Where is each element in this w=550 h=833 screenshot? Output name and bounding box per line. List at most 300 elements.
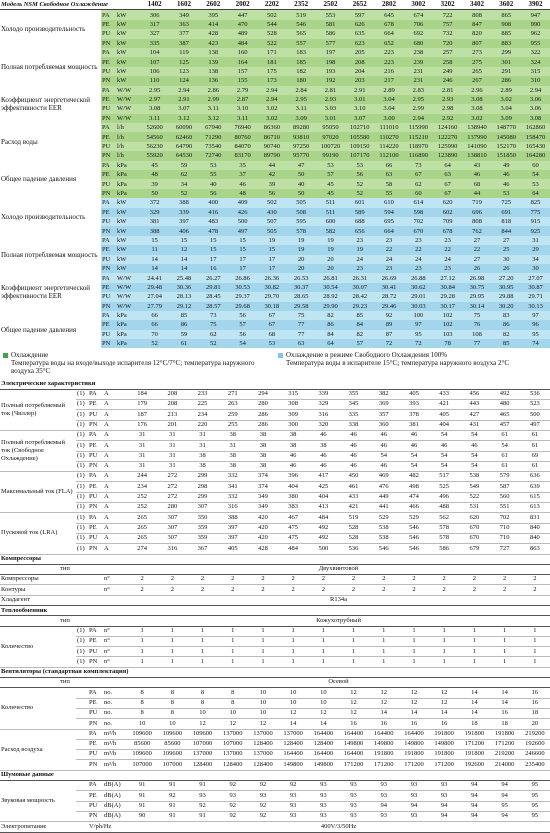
value-cell: 1 xyxy=(369,647,399,657)
value-cell: 97 xyxy=(521,311,550,320)
value-cell: 19 xyxy=(316,245,345,254)
mode-cell: PE xyxy=(88,791,103,801)
value-cell: 61 xyxy=(520,461,550,471)
table-row xyxy=(0,198,550,207)
value-cell: 54 xyxy=(369,451,399,461)
value-cell: 185 xyxy=(287,57,316,66)
value-cell: 191800 xyxy=(399,750,429,760)
mode-cell: PA xyxy=(88,389,103,399)
value-cell: 544 xyxy=(257,20,286,29)
value-cell: 30.36 xyxy=(169,283,198,292)
value-cell: 14 xyxy=(459,708,489,718)
value-cell: 702 xyxy=(489,513,519,523)
unit-cell: n° xyxy=(103,575,127,585)
value-cell: 332 xyxy=(218,492,248,502)
value-cell: 489 xyxy=(228,29,257,38)
mode-cell: PE xyxy=(88,636,103,646)
type-label: тип xyxy=(0,678,127,688)
value-cell: 54 xyxy=(429,451,459,461)
value-cell: 57 xyxy=(228,320,257,329)
value-cell: 110 xyxy=(140,76,169,85)
value-cell: 483 xyxy=(199,217,228,226)
value-cell: 586 xyxy=(316,29,345,38)
performance-table xyxy=(0,0,550,348)
unit-cell: W/W xyxy=(116,95,140,104)
value-cell: 95 xyxy=(521,330,550,339)
value-cell: 2.98 xyxy=(433,104,462,113)
value-cell: 316 xyxy=(157,544,187,554)
value-cell: 171200 xyxy=(489,739,519,749)
value-cell: 93 xyxy=(308,791,338,801)
value-cell: 2.81 xyxy=(316,86,345,95)
value-cell: 59 xyxy=(169,161,198,170)
unit-cell: kW xyxy=(116,208,140,217)
value-cell: 64 xyxy=(433,161,462,170)
value-cell: 466 xyxy=(399,503,429,513)
value-cell: 820 xyxy=(462,29,491,38)
value-cell: 137000 xyxy=(248,729,278,739)
note-cell xyxy=(76,811,88,821)
value-cell: 55 xyxy=(199,170,228,179)
value-cell: 164280 xyxy=(521,151,550,160)
table-row xyxy=(0,688,550,698)
unit-cell: W/W xyxy=(116,114,140,123)
value-cell: 12 xyxy=(399,698,429,708)
value-cell: 2 xyxy=(278,575,308,585)
value-cell: 26.53 xyxy=(287,273,316,282)
value-cell: 70 xyxy=(140,330,169,339)
value-cell: 15 xyxy=(169,236,198,245)
value-cell: 3.04 xyxy=(374,104,403,113)
note-cell xyxy=(76,729,88,739)
value-cell: 22 xyxy=(404,245,433,254)
value-cell: 46 xyxy=(228,179,257,188)
mode-cell: PA xyxy=(101,198,116,207)
value-cell: 77 xyxy=(287,330,316,339)
unit-cell: A xyxy=(103,513,127,523)
value-cell: 324 xyxy=(521,57,550,66)
value-cell: 149800 xyxy=(278,760,308,770)
note-cell xyxy=(76,698,88,708)
value-cell: 600 xyxy=(316,217,345,226)
value-cell: 1 xyxy=(248,657,278,667)
value-cell: 635 xyxy=(345,29,374,38)
value-cell: 53 xyxy=(345,161,374,170)
table-row xyxy=(0,10,550,20)
value-cell: 54 xyxy=(459,430,489,440)
value-cell: 52 xyxy=(345,189,374,198)
value-cell: 92 xyxy=(218,781,248,791)
value-cell: 67 xyxy=(404,170,433,179)
model-header: 1402 xyxy=(140,0,169,10)
value-cell: 405 xyxy=(399,389,429,399)
mode-cell: PN xyxy=(101,151,116,160)
value-cell: 2 xyxy=(459,585,489,595)
value-cell: 598 xyxy=(404,208,433,217)
value-cell: 2.95 xyxy=(287,95,316,104)
mode-cell: PU xyxy=(88,533,103,543)
fans-section xyxy=(0,667,550,677)
value-cell: 2 xyxy=(399,575,429,585)
value-cell: 60 xyxy=(404,189,433,198)
value-cell: 469 xyxy=(369,472,399,482)
value-cell: 208 xyxy=(345,57,374,66)
value-cell: 1 xyxy=(127,626,157,636)
value-cell: 29.70 xyxy=(257,292,286,301)
value-cell: 53 xyxy=(492,189,521,198)
model-header: 3902 xyxy=(521,0,550,10)
value-cell: 27.20 xyxy=(492,273,521,282)
value-cell: 597 xyxy=(345,10,374,20)
value-cell: 14 xyxy=(369,708,399,718)
mode-cell: PE xyxy=(101,20,116,29)
legend-freecooling xyxy=(275,351,550,377)
value-cell: 30.18 xyxy=(257,302,286,311)
value-cell: 12 xyxy=(187,719,217,729)
value-cell: 95 xyxy=(520,791,550,801)
value-cell: 3.04 xyxy=(492,104,521,113)
table-title: Модель NSM Свободное Охлаждение xyxy=(0,0,140,10)
unit-cell: dB(A) xyxy=(103,791,127,801)
value-cell: 56 xyxy=(228,311,257,320)
value-cell: 2 xyxy=(429,585,459,595)
value-cell: 2.94 xyxy=(257,95,286,104)
value-cell: 955 xyxy=(521,39,550,48)
value-cell: 1 xyxy=(338,647,368,657)
value-cell: 307 xyxy=(187,503,217,513)
value-cell: 482 xyxy=(399,472,429,482)
value-cell: 273 xyxy=(462,48,491,57)
value-cell: 380 xyxy=(278,492,308,502)
type-label: тип xyxy=(0,616,127,626)
value-cell: 26.36 xyxy=(257,273,286,282)
value-cell: 12 xyxy=(369,688,399,698)
value-cell: 38 xyxy=(248,430,278,440)
value-cell: 30.14 xyxy=(462,302,491,311)
value-cell: 128400 xyxy=(218,760,248,770)
value-cell: 286 xyxy=(248,410,278,420)
value-cell: 31 xyxy=(127,441,157,451)
unit-cell: kPa xyxy=(116,179,140,188)
value-cell: 94 xyxy=(399,801,429,811)
value-cell: 155 xyxy=(228,76,257,85)
value-cell: 46 xyxy=(308,451,338,461)
value-cell: 15 xyxy=(140,236,169,245)
value-cell: 29.88 xyxy=(492,292,521,301)
value-cell: 16 xyxy=(489,708,519,718)
value-cell: 377 xyxy=(169,29,198,38)
value-cell: 27.04 xyxy=(140,292,169,301)
table-row xyxy=(0,472,550,482)
value-cell: 19 xyxy=(257,236,286,245)
value-cell: 86 xyxy=(169,320,198,329)
value-cell: 100720 xyxy=(316,142,345,151)
value-cell: 807 xyxy=(462,39,491,48)
value-cell: 670 xyxy=(459,523,489,533)
table-row xyxy=(0,575,550,585)
value-cell: 10 xyxy=(218,708,248,718)
value-cell: 128400 xyxy=(248,760,278,770)
value-cell: 85600 xyxy=(157,739,187,749)
value-cell: 234 xyxy=(127,482,157,492)
value-cell: 272 xyxy=(157,492,187,502)
value-cell: 12 xyxy=(429,688,459,698)
value-cell: 594 xyxy=(374,208,403,217)
value-cell: 84 xyxy=(316,330,345,339)
value-cell: 91 xyxy=(127,801,157,811)
value-cell: 54 xyxy=(399,451,429,461)
value-cell: 757 xyxy=(433,20,462,29)
value-cell: 93 xyxy=(338,811,368,821)
value-cell: 86 xyxy=(492,320,521,329)
value-cell: 49 xyxy=(492,161,521,170)
unit-cell: kPa xyxy=(116,339,140,348)
value-cell: 2 xyxy=(429,575,459,585)
legend xyxy=(0,351,550,377)
note-cell: (1) xyxy=(76,657,88,667)
unit-cell: l/h xyxy=(116,151,140,160)
value-cell: 23 xyxy=(404,236,433,245)
value-cell: 93 xyxy=(399,811,429,821)
value-cell: 484 xyxy=(278,544,308,554)
unit-cell: A xyxy=(103,389,127,399)
value-cell: 529 xyxy=(399,513,429,523)
value-cell: 299 xyxy=(187,472,217,482)
model-header: 2352 xyxy=(287,0,316,10)
value-cell: 138810 xyxy=(462,151,491,160)
value-cell: 696 xyxy=(462,208,491,217)
value-cell: 83 xyxy=(492,311,521,320)
value-cell: 40 xyxy=(287,179,316,188)
exchanger-section xyxy=(0,605,550,615)
value-cell: 46 xyxy=(492,170,521,179)
value-cell: 82 xyxy=(316,311,345,320)
value-cell: 664 xyxy=(374,29,403,38)
value-cell: 86 xyxy=(316,320,345,329)
value-cell: 360 xyxy=(369,420,399,430)
value-cell: 19 xyxy=(316,236,345,245)
value-cell: 38 xyxy=(308,441,338,451)
value-cell: 102710 xyxy=(345,123,374,132)
value-cell: 1 xyxy=(308,636,338,646)
value-cell: 26.88 xyxy=(404,273,433,282)
value-cell: 26.86 xyxy=(228,273,257,282)
value-cell: 3.08 xyxy=(521,114,550,123)
value-cell: 64 xyxy=(521,189,550,198)
value-cell: 18 xyxy=(459,719,489,729)
note-cell: (1) xyxy=(76,523,88,533)
value-cell: 164400 xyxy=(338,729,368,739)
value-cell: 57 xyxy=(316,170,345,179)
value-cell: 265 xyxy=(127,533,157,543)
unit-cell: kW xyxy=(116,217,140,226)
unit-cell: m³/h xyxy=(103,760,127,770)
value-cell: 1 xyxy=(187,657,217,667)
value-cell: 825 xyxy=(521,198,550,207)
value-cell: 332 xyxy=(218,472,248,482)
value-cell: 30.54 xyxy=(316,283,345,292)
value-cell: 94 xyxy=(429,811,459,821)
group-label: Максимальный ток (FLA) xyxy=(0,472,76,513)
mode-cell: PA xyxy=(88,688,103,698)
mode-cell: PA xyxy=(88,626,103,636)
value-cell: 29.23 xyxy=(345,302,374,311)
value-cell: 29.71 xyxy=(521,292,550,301)
value-cell: 3.07 xyxy=(169,104,198,113)
value-cell: 18 xyxy=(520,708,550,718)
value-cell: 109150 xyxy=(345,142,374,151)
value-cell: 322 xyxy=(521,48,550,57)
value-cell: 38 xyxy=(248,441,278,451)
value-cell: 480 xyxy=(489,400,519,410)
value-cell: 500 xyxy=(308,544,338,554)
value-cell: 217 xyxy=(374,76,403,85)
value-cell: 706 xyxy=(404,20,433,29)
value-cell: 93 xyxy=(278,801,308,811)
value-cell: 93 xyxy=(308,781,338,791)
value-cell: 623 xyxy=(345,39,374,48)
value-cell: 28.45 xyxy=(199,292,228,301)
value-cell: 645 xyxy=(374,10,403,20)
value-cell: 1 xyxy=(187,626,217,636)
value-cell: 3.10 xyxy=(228,104,257,113)
value-cell: 388 xyxy=(218,513,248,523)
value-cell: 46 xyxy=(338,441,368,451)
value-cell: 317 xyxy=(140,20,169,29)
mode-cell: PU xyxy=(88,801,103,811)
value-cell: 840 xyxy=(520,533,550,543)
mode-cell: PN xyxy=(88,503,103,513)
table-row xyxy=(0,750,550,760)
value-cell: 100 xyxy=(404,311,433,320)
value-cell: 1 xyxy=(369,657,399,667)
value-cell: 263 xyxy=(218,400,248,410)
value-cell: 30.03 xyxy=(404,302,433,311)
table-row xyxy=(0,811,550,821)
value-cell: 119 xyxy=(169,48,198,57)
value-cell: 45 xyxy=(140,161,169,170)
value-cell: 66 xyxy=(140,311,169,320)
value-cell: 393 xyxy=(399,400,429,410)
value-cell: 601 xyxy=(345,198,374,207)
value-cell: 420 xyxy=(248,533,278,543)
mode-cell: PE xyxy=(88,482,103,492)
value-cell: 30.37 xyxy=(287,283,316,292)
value-cell: 56 xyxy=(257,189,286,198)
value-cell: 107 xyxy=(140,57,169,66)
value-cell: 20 xyxy=(520,719,550,729)
value-cell: 53 xyxy=(316,161,345,170)
value-cell: 30.07 xyxy=(345,283,374,292)
value-cell: 165430 xyxy=(521,142,550,151)
value-cell: 272 xyxy=(157,482,187,492)
value-cell: 91 xyxy=(187,811,217,821)
value-cell: 73540 xyxy=(199,142,228,151)
mode-cell: PN xyxy=(101,76,116,85)
value-cell: 610 xyxy=(374,198,403,207)
value-cell: 180 xyxy=(287,76,316,85)
value-cell: 29.46 xyxy=(374,302,403,311)
value-cell: 549 xyxy=(459,482,489,492)
value-cell: 46 xyxy=(278,461,308,471)
value-cell: 404 xyxy=(429,420,459,430)
value-cell: 1 xyxy=(127,636,157,646)
value-cell: 107000 xyxy=(218,739,248,749)
value-cell: 29.90 xyxy=(316,302,345,311)
value-cell: 307 xyxy=(157,533,187,543)
value-cell: 192600 xyxy=(459,760,489,770)
value-cell: 315 xyxy=(521,67,550,76)
value-cell: 219200 xyxy=(520,729,550,739)
value-cell: 53 xyxy=(199,161,228,170)
value-cell: 60 xyxy=(521,161,550,170)
value-cell: 164400 xyxy=(369,729,399,739)
value-cell: 546 xyxy=(399,523,429,533)
value-cell: 678 xyxy=(374,20,403,29)
value-cell: 428 xyxy=(248,544,278,554)
note-cell xyxy=(76,801,88,811)
value-cell: 85600 xyxy=(127,739,157,749)
value-cell: 500 xyxy=(520,410,550,420)
value-cell: 31 xyxy=(187,441,217,451)
value-cell: 10 xyxy=(157,719,187,729)
table-row xyxy=(0,708,550,718)
value-cell: 339 xyxy=(308,389,338,399)
mode-cell: PE xyxy=(88,523,103,533)
value-cell: 109600 xyxy=(127,729,157,739)
value-cell: 45 xyxy=(316,179,345,188)
value-cell: 46 xyxy=(308,430,338,440)
value-cell: 67 xyxy=(257,311,286,320)
value-cell: 488 xyxy=(429,503,459,513)
value-cell: 19 xyxy=(287,245,316,254)
value-cell: 16 xyxy=(520,688,550,698)
value-cell: 92 xyxy=(248,781,278,791)
value-cell: 93 xyxy=(429,791,459,801)
value-cell: 64 xyxy=(316,339,345,348)
value-cell: 8 xyxy=(157,708,187,718)
group-label: Расход воздуха xyxy=(0,729,76,770)
mode-cell: PA xyxy=(101,161,116,170)
refrigerant-row xyxy=(0,595,550,605)
legend-cooling-text: Охлаждение Температура воды на входе/выходе испарителя 12°C/7°C; температура наружного воздуха 35°C xyxy=(11,351,255,376)
value-cell: 1 xyxy=(520,657,550,667)
value-cell: 8 xyxy=(187,698,217,708)
value-cell: 2 xyxy=(278,585,308,595)
value-cell: 511 xyxy=(316,198,345,207)
value-cell: 20 xyxy=(287,264,316,273)
mode-cell: PU xyxy=(88,708,103,718)
mode-cell: PN xyxy=(101,114,116,123)
value-cell: 219200 xyxy=(489,750,519,760)
value-cell: 2 xyxy=(187,575,217,585)
value-cell: 315 xyxy=(278,389,308,399)
value-cell: 1 xyxy=(157,636,187,646)
value-cell: 46 xyxy=(278,451,308,461)
value-cell: 204 xyxy=(345,67,374,76)
value-cell: 30.62 xyxy=(404,283,433,292)
value-cell: 3.02 xyxy=(257,114,286,123)
mode-cell: PE xyxy=(88,441,103,451)
value-cell: 18 xyxy=(489,719,519,729)
unit-cell: A xyxy=(103,544,127,554)
unit-cell: kW xyxy=(116,198,140,207)
table-row xyxy=(0,430,550,440)
value-cell: 546 xyxy=(399,533,429,543)
value-cell: 272 xyxy=(157,472,187,482)
value-cell: 8 xyxy=(187,688,217,698)
value-cell: 67 xyxy=(257,320,286,329)
